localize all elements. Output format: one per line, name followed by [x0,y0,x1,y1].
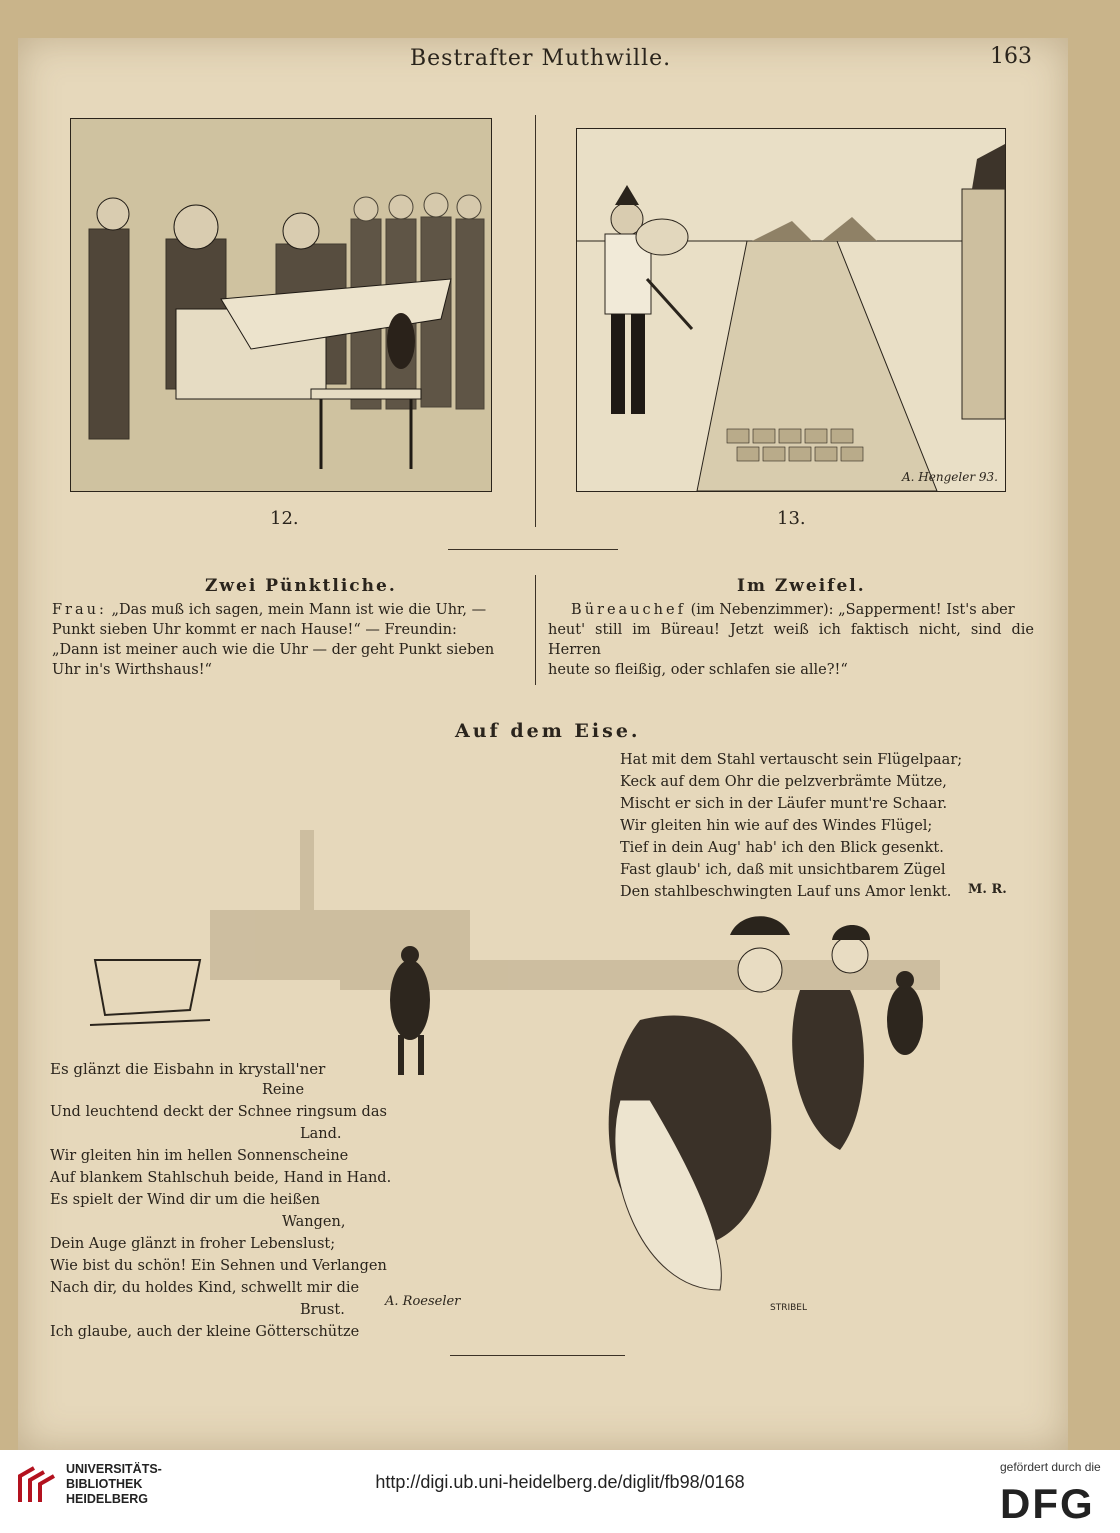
skating-artist-signature: A. Roeseler [385,1294,461,1309]
joke-line: Uhr in's Wirthshaus!“ [52,662,212,678]
illustration-12 [70,118,492,492]
poem-left-line-4: Land. [300,1126,342,1142]
joke-line: heute so fleißig, oder schlafen sie alle?!“ [548,662,848,678]
illustration-13-signature: A. Hengeler 93. [902,470,998,484]
joke-title-zwei-puenktliche: Zwei Pünktliche. [205,576,397,596]
poem-left-line-9: Dein Auge glänzt in froher Lebenslust; [50,1236,336,1252]
poem-right-line-5: Tief in dein Aug' hab' ich den Blick gesenkt. [620,840,944,856]
poem-left-line-2: Reine [262,1082,305,1098]
poem-title: Auf dem Eise. [455,720,641,742]
illustration-12-drawing [71,119,491,491]
permalink-url[interactable]: http://digi.ub.uni-heidelberg.de/diglit/fb98/0168 [375,1472,745,1492]
column-divider-mid [535,575,536,685]
speaker-label: Frau: [52,602,107,618]
poem-left-line-7: Es spielt der Wind dir um die heißen [50,1192,320,1208]
column-divider-top [535,115,536,527]
poem-left-line-12: Brust. [300,1302,345,1318]
engraver-signature: STRIBEL [770,1303,807,1313]
library-name-line: UNIVERSITÄTS- [66,1462,162,1476]
joke-line: Punkt sieben Uhr kommt er nach Hause!“ — Freundin: [52,622,457,638]
page-header-title: Bestrafter Muthwille. [410,46,672,71]
dfg-logo: DFG [1000,1480,1095,1527]
poem-right-line-4: Wir gleiten hin wie auf des Windes Flügel; [620,818,933,834]
page-number: 163 [990,44,1032,69]
poem-right-line-3: Mischt er sich in der Läufer munt're Schaar. [620,796,948,812]
joke-line [548,600,1034,620]
poem-left-line-8: Wangen, [282,1214,346,1230]
poem-left-line-3: Und leuchtend deckt der Schnee ringsum das [50,1104,387,1120]
poem-right-line-7: Den stahlbeschwingten Lauf uns Amor lenkt. [620,884,952,900]
poem-right-line-2: Keck auf dem Ohr die pelzverbrämte Mütze, [620,774,947,790]
library-name-line: BIBLIOTHEK [66,1477,143,1491]
poem-left-line-1: Es glänzt die Eisbahn in krystall'ner [50,1060,326,1078]
joke-line: heut' still im Büreau! Jetzt weiß ich faktisch nicht, sind die Herren [548,622,1034,658]
poem-left-line-11: Nach dir, du holdes Kind, schwellt mir die [50,1280,360,1296]
joke-line-text: „Das muß ich sagen, mein Mann ist wie die Uhr, — [111,602,487,618]
poem-left-line-5: Wir gleiten hin im hellen Sonnenscheine [50,1148,349,1164]
illustration-13-drawing [577,129,1005,491]
poem-left-line-6: Auf blankem Stahlschuh beide, Hand in Hand. [50,1170,392,1186]
joke-line [52,600,524,620]
poem-left-line-10: Wie bist du schön! Ein Sehnen und Verlangen [50,1258,387,1274]
joke-line: „Dann ist meiner auch wie die Uhr — der geht Punkt sieben [52,642,495,658]
library-name-line: HEIDELBERG [66,1492,148,1506]
poem-right-line-1: Hat mit dem Stahl vertauscht sein Flügelpaar; [620,752,963,768]
footer-bar [0,1450,1120,1533]
illustration-13 [576,128,1006,492]
joke-line-text: (im Nebenzimmer): „Sapperment! Ist's aber [690,602,1015,618]
joke-text-im-zweifel [548,600,1034,680]
funded-by-label: gefördert durch die [1000,1460,1101,1474]
poem-author: M. R. [968,882,1007,897]
bottom-separator [450,1355,625,1356]
joke-text-zwei-puenktliche [52,600,524,680]
section-separator [448,549,618,550]
joke-title-im-zweifel: Im Zweifel. [737,576,866,596]
figure-13-number: 13. [777,508,806,529]
figure-12-number: 12. [270,508,299,529]
poem-right-line-6: Fast glaub' ich, daß mit unsichtbarem Zügel [620,862,946,878]
poem-left-line-13: Ich glaube, auch der kleine Götterschütze [50,1324,360,1340]
speaker-label: Büreauchef [571,602,686,618]
